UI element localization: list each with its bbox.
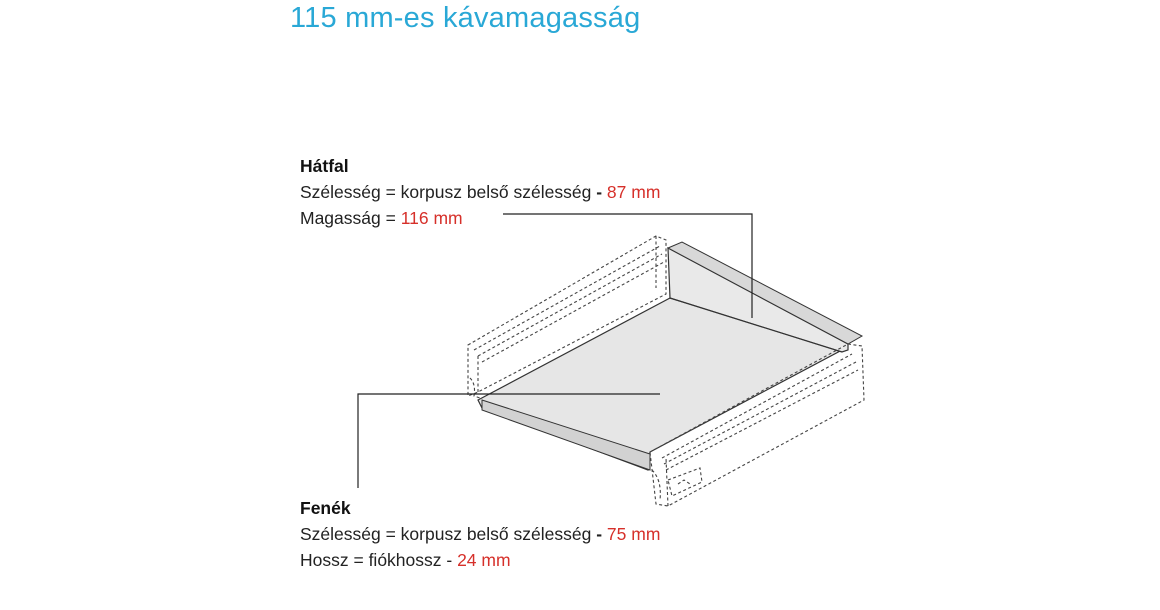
back-panel-height — [300, 205, 660, 231]
back-panel-width-prefix: Szélesség = korpusz belső szélesség — [300, 182, 592, 202]
back-panel-width — [300, 179, 660, 205]
bottom-panel-width — [300, 521, 660, 547]
back-panel-height-prefix: Magasság = — [300, 208, 396, 228]
bottom-panel-length-value: 24 mm — [457, 550, 511, 570]
page-title: 115 mm-es kávamagasság — [290, 2, 641, 34]
bottom-panel-heading: Fenék — [300, 498, 351, 518]
bottom-panel-label — [300, 495, 660, 573]
back-panel-heading: Hátfal — [300, 156, 349, 176]
back-panel-width-value: 87 mm — [606, 182, 661, 202]
bottom-panel-length-prefix: Hossz = fiókhossz - — [300, 550, 453, 570]
bottom-panel-width-sep: - — [596, 524, 603, 544]
bottom-panel-width-value: 75 mm — [606, 524, 661, 544]
bottom-panel-width-prefix: Szélesség = korpusz belső szélesség — [300, 524, 592, 544]
back-panel-width-sep: - — [596, 182, 603, 202]
bottom-panel-length — [300, 547, 660, 573]
back-panel-height-value: 116 mm — [400, 208, 463, 228]
back-panel-label — [300, 153, 660, 231]
